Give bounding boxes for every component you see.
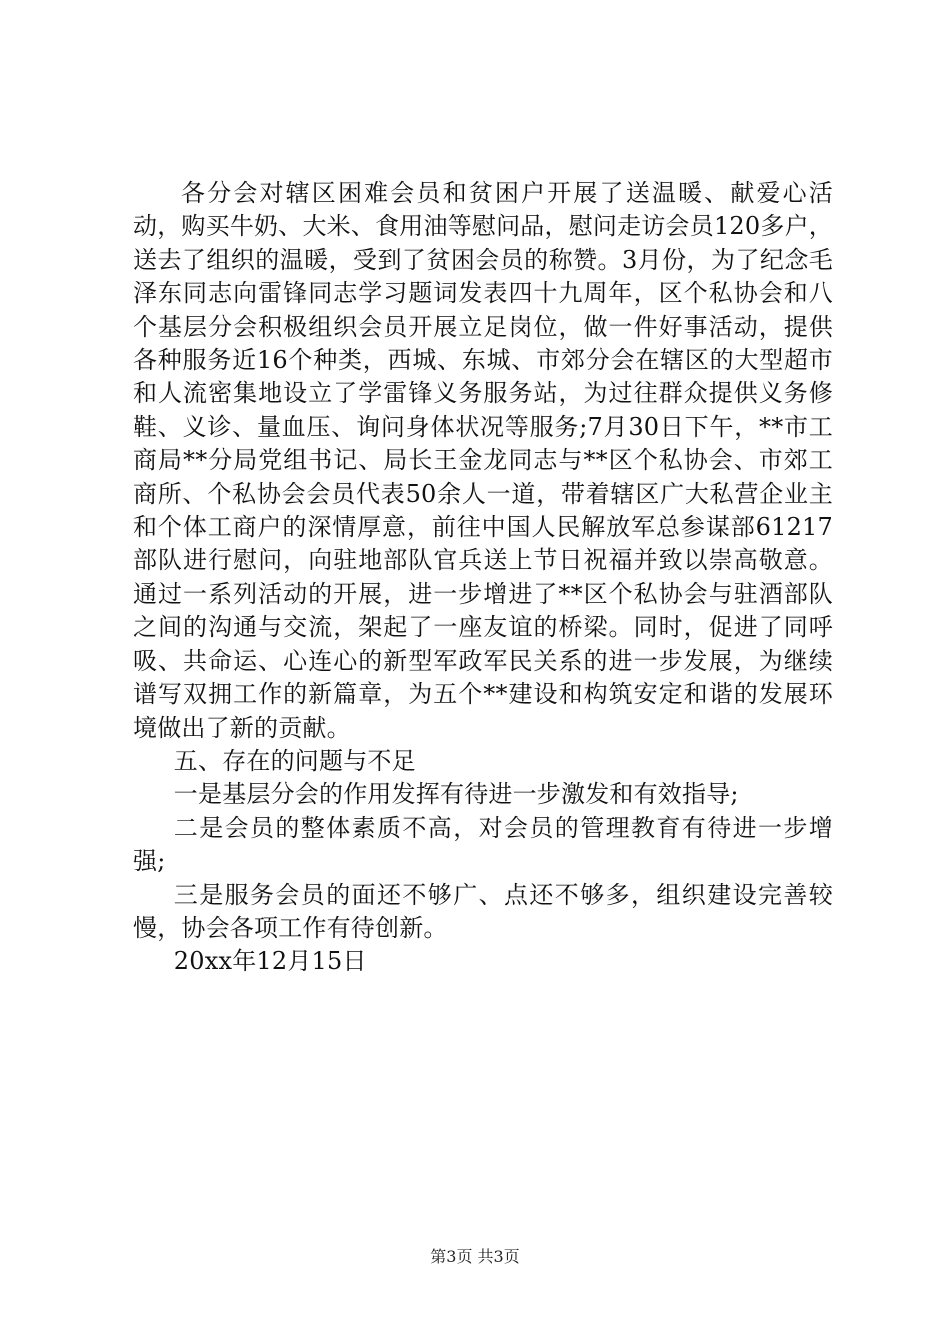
page-footer (0, 1244, 950, 1267)
problem-item-1: 一是基层分会的作用发挥有待进一步激发和有效指导; (173, 780, 739, 809)
problem-item-3: 三是服务会员的面还不够广、点还不够多，组织建设完善较慢，协会各项工作有待创新。 (133, 880, 833, 942)
problem-item-2: 二是会员的整体素质不高，对会员的管理教育有待进一步增强; (133, 813, 833, 876)
body-paragraph: 各分会对辖区困难会员和贫困户开展了送温暖、献爱心活动，购买牛奶、大米、食用油等慰问品，慰问走访会员120多户，送去了组织的温暖，受到了贫困会员的称赞。3月份，为了纪念毛泽东同志向雷锋同志学习题词发表四十九周年，区个私协会和八个基层分会积极组织会员开展立足岗位，做一件好事活动，提供各种服务近16个种类，西城、东城、市郊分会在辖区的大型超市和人流密集地设立了学雷锋义务服务站，为过往群众提供义务修鞋、义诊、量血压、询问身体状况等服务;7月30日下午，**市工商局**分局党组书记、局长王金龙同志与**区个私协会、市郊工商所、个私协会会员代表50余人一道，带着辖区广大私营企业主和个体工商户的深情厚意，前往中国人民解放军总参谋部61217部队进行慰问，向驻地部队官兵送上节日祝福并致以崇高敬意。通过一系列活动的开展，进一步增进了**区个私协会与驻酒部队之间的沟通与交流，架起了一座友谊的桥梁。同时，促进了同呼吸、共命运、心连心的新型军政军民关系的进一步发展，为继续谱写双拥工作的新篇章，为五个**建设和构筑安定和谐的发展环境做出了新的贡献。 (133, 179, 833, 742)
document-body (133, 177, 833, 979)
document-date: 20xx年12月15日 (173, 947, 367, 976)
page-number-label: 第3页 共3页 (430, 1247, 520, 1266)
section-heading: 五、存在的问题与不足 (173, 746, 416, 775)
